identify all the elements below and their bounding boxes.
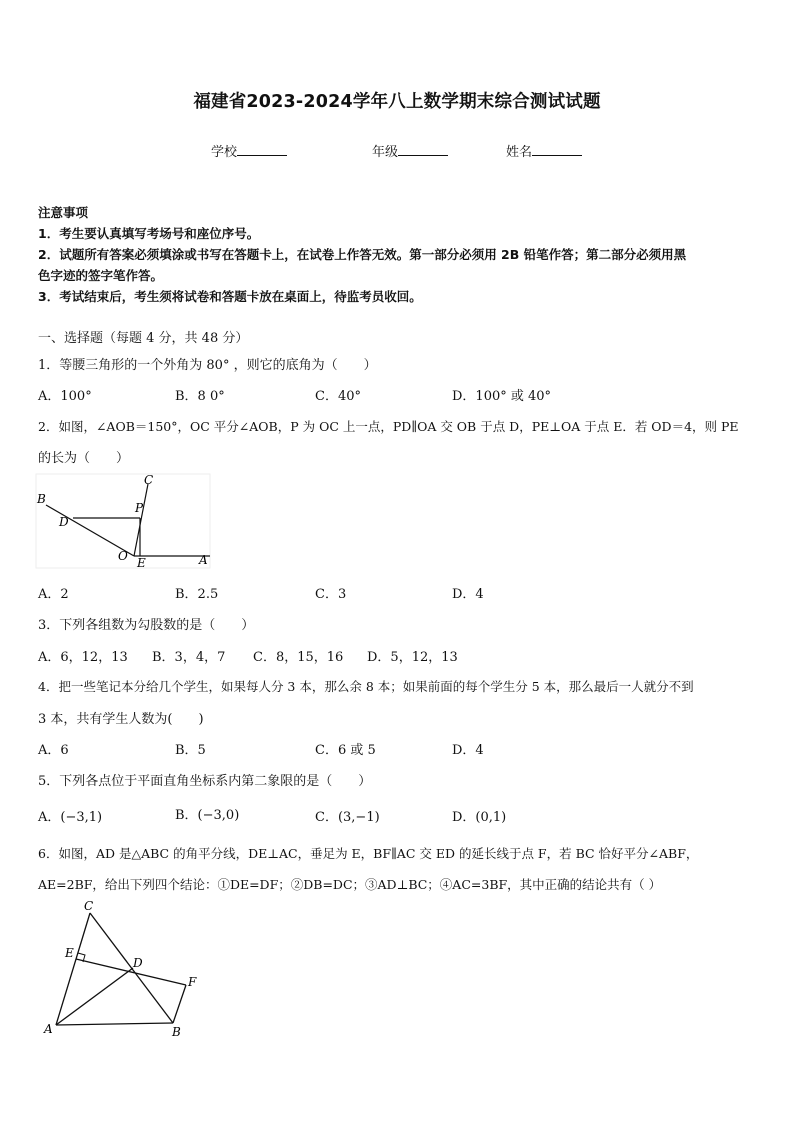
q3-option-c[interactable]: C．8，15，16 — [253, 650, 344, 665]
q1-stem: 1．等腰三角形的一个外角为 80° ，则它的底角为（ ） — [38, 358, 377, 373]
q3-option-d[interactable]: D．5，12，13 — [367, 650, 458, 665]
segment-ad — [56, 968, 133, 1025]
school-field[interactable] — [211, 141, 287, 160]
q6-stem-line-1: 6．如图，AD 是△ABC 的角平分线，DE⊥AC，垂足为 E，BF∥AC 交 ED 的延长线于点 F，若 BC 恰好平分∠ABF， — [38, 846, 699, 861]
q4-option-c[interactable]: C．6 或 5 — [315, 743, 376, 758]
notice-item-3: 3．考试结束后，考生须将试卷和答题卡放在桌面上，待监考员收回。 — [38, 289, 422, 304]
grade-blank[interactable] — [398, 143, 448, 156]
side-ab — [56, 1023, 173, 1025]
q4-stem-line-1: 4．把一些笔记本分给几个学生，如果每人分 3 本，那么余 8 本；如果前面的每个学生分 5 本，那么最后一人就分不到 — [38, 679, 694, 694]
label-e: E — [65, 946, 74, 960]
label-d: D — [133, 956, 143, 970]
q2-stem-line-1: 2．如图，∠AOB＝150°，OC 平分∠AOB，P 为 OC 上一点，PD∥OA 交 OB 于点 D，PE⊥OA 于点 E．若 OD＝4，则 PE — [38, 419, 739, 434]
q5-option-c[interactable]: C．(3,−1) — [315, 810, 380, 825]
segment-ef — [76, 959, 186, 985]
notice-item-2b: 色字迹的签字笔作答。 — [38, 268, 164, 283]
q2-option-d[interactable]: D．4 — [452, 587, 484, 602]
name-label: 姓名 — [506, 145, 533, 160]
label-a: A — [44, 1022, 53, 1036]
name-field[interactable] — [506, 141, 582, 160]
q4-option-b[interactable]: B．5 — [175, 743, 206, 758]
q2-option-c[interactable]: C．3 — [315, 587, 347, 602]
label-p: P — [135, 501, 144, 515]
q5-option-b[interactable]: B．(−3,0) — [175, 808, 240, 823]
q2-option-b[interactable]: B．2.5 — [175, 587, 219, 602]
section-heading: 一、选择题（每题 4 分，共 48 分） — [38, 331, 249, 346]
q5-option-d[interactable]: D．(0,1) — [452, 810, 507, 825]
q1-option-c[interactable]: C．40° — [315, 389, 361, 404]
side-ac — [56, 913, 90, 1025]
q3-stem: 3．下列各组数为勾股数的是（ ） — [38, 618, 255, 633]
ray-oc — [134, 484, 148, 556]
q1-option-b[interactable]: B．8 0° — [175, 389, 225, 404]
q2-stem-line-2: 的长为（ ） — [38, 451, 130, 466]
page-title: 福建省2023-2024学年八上数学期末综合测试试题 — [193, 92, 601, 112]
label-d: D — [59, 515, 69, 529]
notice-item-1: 1．考生要认真填写考场号和座位序号。 — [38, 226, 260, 241]
notice-heading: 注意事项 — [38, 205, 89, 220]
label-c: C — [144, 473, 154, 487]
grade-label: 年级 — [372, 145, 399, 160]
side-cb — [90, 913, 173, 1023]
q3-option-b[interactable]: B．3，4，7 — [152, 650, 226, 665]
label-e: E — [137, 556, 146, 570]
q2-option-a[interactable]: A．2 — [38, 587, 69, 602]
label-a: A — [199, 553, 208, 567]
name-blank[interactable] — [532, 143, 582, 156]
notice-block — [38, 202, 760, 307]
q4-stem-line-2: 3 本，共有学生人数为( ) — [38, 712, 204, 727]
q4-option-a[interactable]: A．6 — [38, 743, 69, 758]
q5-stem: 5．下列各点位于平面直角坐标系内第二象限的是（ ） — [38, 774, 372, 789]
notice-item-2a: 2．试题所有答案必须填涂或书写在答题卡上，在试卷上作答无效。第一部分必须用 2B 铅笔作答；第二部分必须用黑 — [38, 247, 687, 262]
label-o: O — [118, 549, 128, 563]
q4-option-d[interactable]: D．4 — [452, 743, 484, 758]
segment-bf — [173, 985, 186, 1023]
q3-option-a[interactable]: A．6，12，13 — [38, 650, 128, 665]
school-blank[interactable] — [237, 143, 287, 156]
q5-option-a[interactable]: A．(−3,1) — [38, 810, 103, 825]
school-label: 学校 — [211, 145, 238, 160]
label-f: F — [188, 975, 197, 989]
q1-option-a[interactable]: A．100° — [38, 389, 92, 404]
label-b: B — [172, 1025, 181, 1039]
label-c: C — [84, 899, 94, 913]
student-info-row — [0, 141, 794, 161]
q6-figure — [38, 895, 213, 1045]
q2-figure — [30, 472, 215, 572]
q1-option-d[interactable]: D．100° 或 40° — [452, 389, 552, 404]
label-b: B — [37, 492, 46, 506]
q6-stem-line-2: AE=2BF，给出下列四个结论：①DE=DF；②DB=DC；③AD⊥BC；④AC=3BF，其中正确的结论共有（ ） — [38, 877, 662, 892]
grade-field[interactable] — [372, 141, 448, 160]
